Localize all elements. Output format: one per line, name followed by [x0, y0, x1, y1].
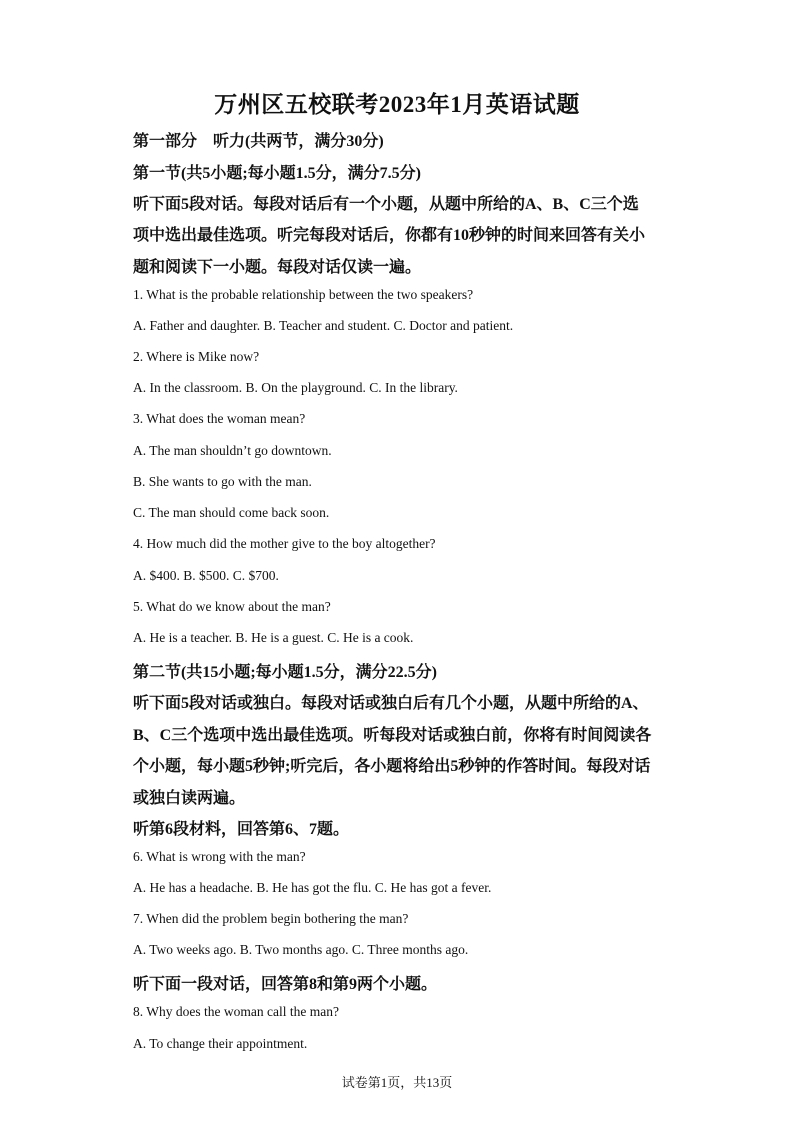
question-8: 8. Why does the woman call the man? — [133, 1004, 339, 1019]
section-one-instructions-line-3: 题和阅读下一小题。每段对话仅读一遍。 — [133, 259, 422, 276]
section-two-instructions-line-1: 听下面5段对话或独白。每段对话或独白后有几个小题，从题中所给的A、 — [133, 695, 649, 712]
exam-title: 万州区五校联考2023年1月英语试题 — [214, 92, 580, 117]
question-7-options: A. Two weeks ago. B. Two months ago. C. Three months ago. — [133, 942, 469, 957]
section-two-instructions-line-3: 个小题，每小题5秒钟;听完后，各小题将给出5秒钟的作答时间。每段对话 — [133, 758, 651, 775]
question-5-options: A. He is a teacher. B. He is a guest. C. He is a cook. — [133, 630, 414, 645]
question-2-options: A. In the classroom. B. On the playground. C. In the library. — [133, 380, 458, 395]
question-3-option-b: B. She wants to go with the man. — [133, 474, 312, 489]
question-4: 4. How much did the mother give to the boy altogether? — [133, 536, 436, 551]
question-4-options: A. $400. B. $500. C. $700. — [133, 568, 279, 583]
section-one-instructions-line-2: 项中选出最佳选项。听完每段对话后，你都有10秒钟的时间来回答有关小 — [133, 227, 646, 244]
question-2: 2. Where is Mike now? — [133, 349, 260, 364]
section-two-instructions-line-4: 或独白读两遍。 — [133, 790, 246, 807]
question-1: 1. What is the probable relationship between the two speakers? — [133, 287, 474, 302]
question-6-options: A. He has a headache. B. He has got the flu. C. He has got a fever. — [133, 880, 492, 895]
question-3-option-a: A. The man shouldn’t go downtown. — [133, 443, 332, 458]
part-one-heading: 第一部分 听力(共两节，满分30分) — [133, 133, 384, 150]
question-3: 3. What does the woman mean? — [133, 411, 306, 426]
material-6-instruction: 听第6段材料，回答第6、7题。 — [133, 821, 350, 838]
question-1-options: A. Father and daughter. B. Teacher and student. C. Doctor and patient. — [133, 318, 514, 333]
section-two-instructions-line-2: B、C三个选项中选出最佳选项。听每段对话或独白前，你将有时间阅读各 — [133, 727, 652, 744]
question-8-option-a: A. To change their appointment. — [133, 1036, 308, 1051]
section-two-heading: 第二节(共15小题;每小题1.5分，满分22.5分) — [133, 664, 437, 681]
question-3-option-c: C. The man should come back soon. — [133, 505, 330, 520]
section-one-heading: 第一节(共5小题;每小题1.5分，满分7.5分) — [133, 165, 421, 182]
question-7: 7. When did the problem begin bothering the man? — [133, 911, 409, 926]
page-footer: 试卷第1页，共13页 — [341, 1075, 453, 1090]
section-one-instructions-line-1: 听下面5段对话。每段对话后有一个小题，从题中所给的A、B、C三个选 — [133, 196, 639, 213]
question-6: 6. What is wrong with the man? — [133, 849, 306, 864]
material-7-instruction: 听下面一段对话，回答第8和第9两个小题。 — [133, 976, 438, 993]
question-5: 5. What do we know about the man? — [133, 599, 331, 614]
